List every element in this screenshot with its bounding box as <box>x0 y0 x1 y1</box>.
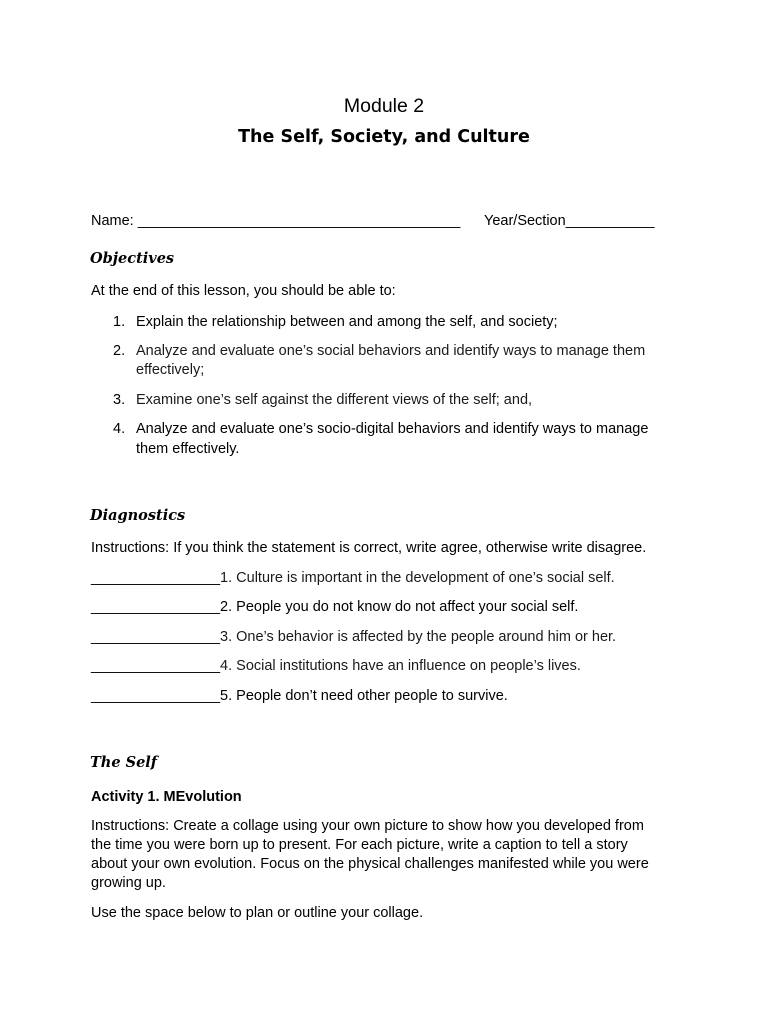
objectives-heading: Objectives <box>90 250 175 267</box>
name-blank: ________________________________________ <box>137 213 461 229</box>
the-self-heading: The Self <box>90 754 158 771</box>
activity-instructions-line: Instructions: Create a collage using your own picture to show how you developed from <box>91 818 644 834</box>
diagnostic-statement: 5. People don’t need other people to survive. <box>220 688 508 704</box>
name-field-line <box>91 212 460 230</box>
activity-instructions-line: the time you were born up to present. For each picture, write a caption to tell a story <box>91 837 628 853</box>
name-label: Name: <box>91 213 134 229</box>
diagnostic-item <box>91 569 615 587</box>
diagnostic-item <box>91 657 581 675</box>
objective-text-continued: them effectively. <box>136 441 240 457</box>
objective-text: Explain the relationship between and among the self, and society; <box>136 314 558 330</box>
objective-text: Analyze and evaluate one’s socio-digital behaviors and identify ways to manage <box>136 421 649 437</box>
answer-blank: ________________ <box>91 658 221 674</box>
diagnostic-item <box>91 598 578 616</box>
answer-blank: ________________ <box>91 570 221 586</box>
module-label: Module 2 <box>343 95 425 117</box>
diagnostics-instructions: Instructions: If you think the statement is correct, write agree, otherwise write disagree. <box>91 540 647 556</box>
objective-text: Analyze and evaluate one’s social behaviors and identify ways to manage them <box>136 343 646 359</box>
objective-number: 2. <box>113 343 126 359</box>
year-section-label: Year/Section <box>484 213 566 229</box>
year-section-blank: ___________ <box>565 213 655 229</box>
objective-number: 4. <box>113 421 126 437</box>
objective-number: 1. <box>113 314 126 330</box>
collage-plan-note: Use the space below to plan or outline your collage. <box>91 905 424 921</box>
objective-text-continued: effectively; <box>136 362 205 378</box>
diagnostic-item <box>91 628 616 646</box>
objective-number: 3. <box>113 392 126 408</box>
diagnostic-statement: 1. Culture is important in the development of one’s social self. <box>220 570 615 586</box>
diagnostic-item <box>91 687 508 705</box>
diagnostic-statement: 4. Social institutions have an influence on people’s lives. <box>220 658 581 674</box>
diagnostics-heading: Diagnostics <box>90 507 186 524</box>
answer-blank: ________________ <box>91 599 221 615</box>
page-title: The Self, Society, and Culture <box>238 127 530 147</box>
activity-instructions-line: growing up. <box>91 875 166 891</box>
year-section-field-line <box>484 212 654 230</box>
diagnostic-statement: 3. One’s behavior is affected by the people around him or her. <box>220 629 617 645</box>
activity-instructions-line: about your own evolution. Focus on the physical challenges manifested while you were <box>91 856 649 872</box>
objective-text: Examine one’s self against the different views of the self; and, <box>136 392 533 408</box>
objectives-intro: At the end of this lesson, you should be able to: <box>91 283 396 299</box>
answer-blank: ________________ <box>91 629 221 645</box>
diagnostic-statement: 2. People you do not know do not affect your social self. <box>220 599 579 615</box>
answer-blank: ________________ <box>91 688 221 704</box>
activity-title: Activity 1. MEvolution <box>91 789 242 805</box>
